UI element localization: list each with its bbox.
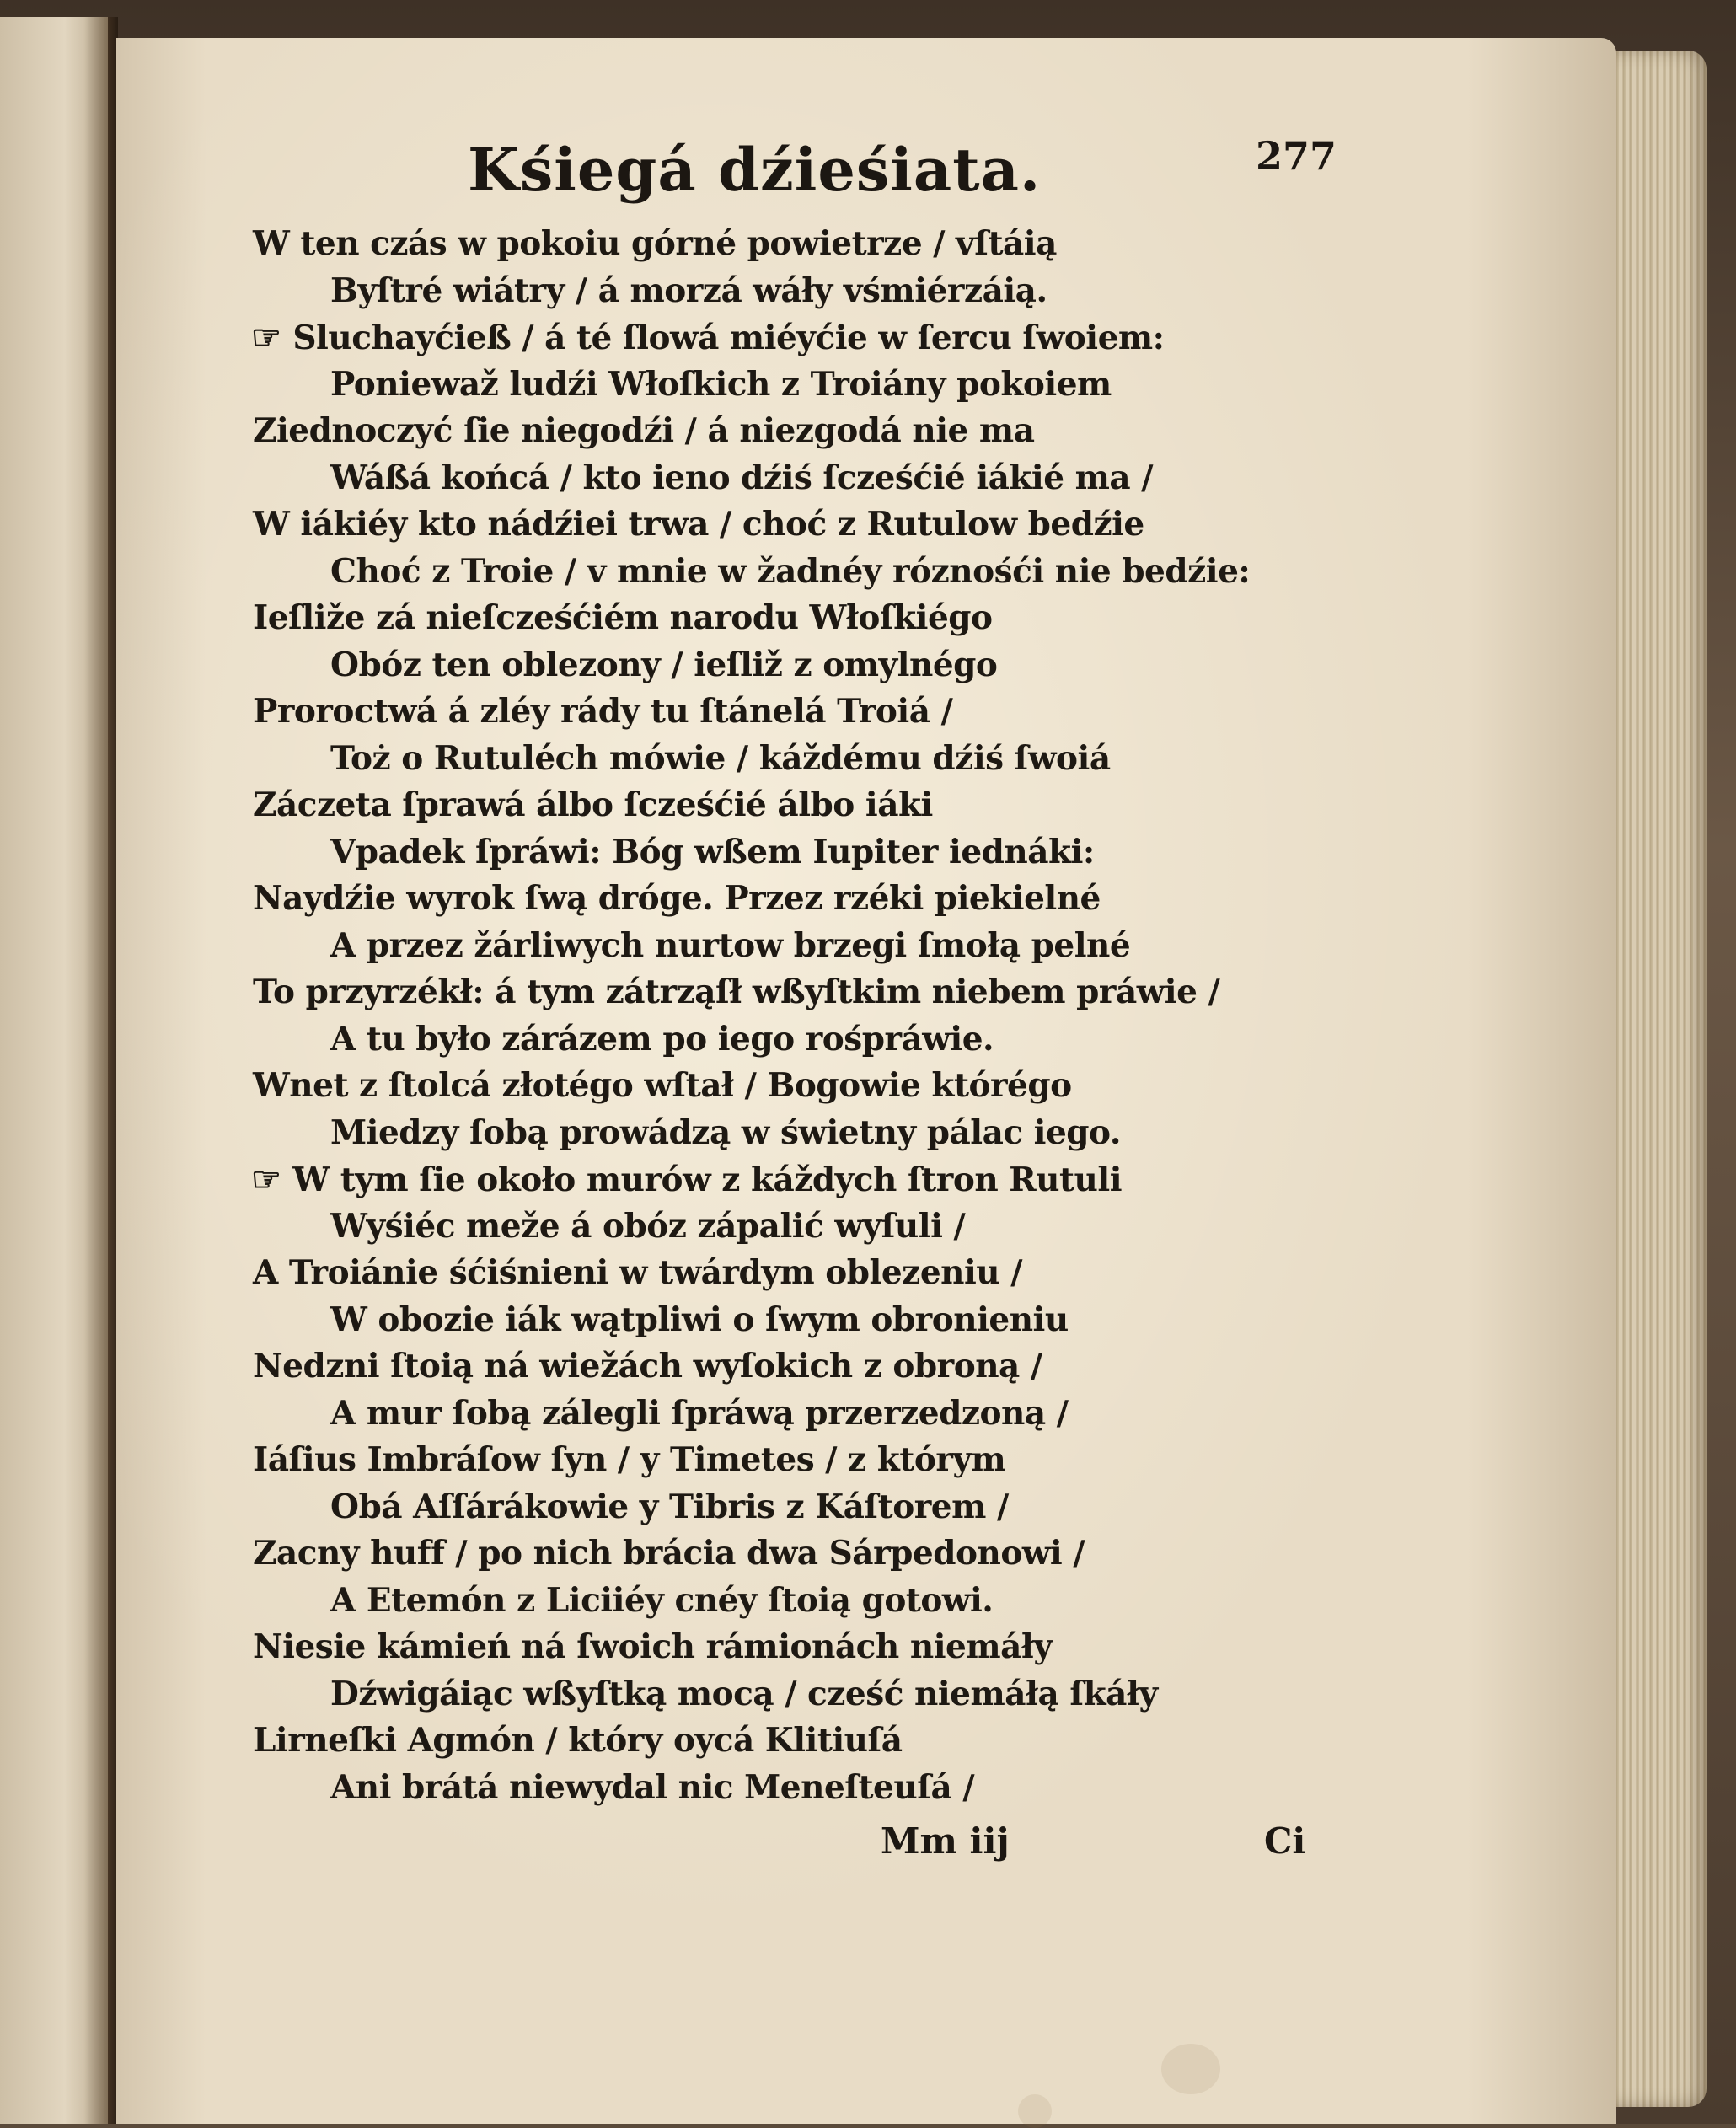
verse-line [253, 879, 1101, 918]
verse-line-text: Miedzy ſobą prowádzą w świetny pálac iego. [330, 1112, 1121, 1152]
verse-line-text: Obá Aſſárákowie y Tibris z Káſtorem / [330, 1487, 1009, 1526]
verse-line-text: To przyrzékł: á tym zátrząſł wßyſtkim niebem práwie / [253, 973, 1220, 1011]
verse-line [253, 224, 1057, 263]
verse-line [253, 505, 1144, 544]
page-stack-edge [1605, 51, 1707, 2107]
signature-mark: Mm iij [881, 1820, 1010, 1862]
verse-line-text: W iákiéy kto nádźiei trwa / choć z Rutulow bedźie [253, 505, 1144, 544]
verse-line [330, 1393, 1069, 1433]
verse-line [330, 1674, 1158, 1713]
verse-line [330, 458, 1153, 497]
verse-line-text: Záczeta ſprawá álbo ſcześćié álbo iáki [253, 785, 933, 824]
verse-line-text: Obóz ten oblezony / ieſliž z omylnégo [330, 645, 998, 684]
catchword: Ci [1264, 1820, 1306, 1862]
verse-line-text: Ani brátá niewydal nic Meneſteuſá / [330, 1767, 975, 1807]
verse-line [253, 1066, 1072, 1105]
verse-line [330, 925, 1131, 965]
manicule-icon: ☞ [251, 1160, 281, 1199]
page-number: 277 [1256, 133, 1337, 179]
verse-line [253, 692, 953, 731]
manicule-icon: ☞ [251, 318, 281, 357]
verse-line [330, 364, 1112, 404]
verse-line [330, 1767, 975, 1807]
verse-line [253, 1253, 1022, 1292]
verse-line-text: Lirneſki Agmón / który oycá Klitiuſá [253, 1721, 903, 1760]
stain [1018, 2094, 1052, 2128]
verse-line-text: Nedzni ſtoią ná wiežách wyſokich z obroną / [253, 1347, 1042, 1386]
verse-line-text: Zacny huff / po nich brácia dwa Sárpedonowi / [253, 1534, 1085, 1573]
verse-line-text: Toż o Rutuléch mówie / káždému dźiś ſwoiá [330, 738, 1111, 778]
verse-line-text: A Troiánie śćiśnieni w twárdym oblezeniu / [253, 1253, 1022, 1292]
stain [1161, 2044, 1220, 2094]
verse-line [253, 1721, 903, 1760]
verse-line-text: Byſtré wiátry / á morzá wáły vśmiérzáią. [330, 271, 1047, 310]
verse-line-text: A mur ſobą zálegli ſpráwą przerzedzoną / [330, 1393, 1069, 1433]
verse-line-text: Iáſius Imbráſow ſyn / y Timetes / z którym [253, 1440, 1006, 1479]
verse-line-text: W obozie iák wątpliwi o ſwym obronieniu [330, 1300, 1069, 1339]
verse-line [330, 645, 998, 684]
verse-line [330, 1300, 1069, 1339]
verse-line [251, 318, 1165, 357]
verse-line [253, 1534, 1085, 1573]
verse-line [253, 1440, 1006, 1479]
verse-line [330, 1487, 1009, 1526]
verse-line [330, 1112, 1121, 1152]
verse-line-text: W tym ſie około murów z káždych ſtron Rutuli [292, 1160, 1123, 1199]
verse-line-text: Choć z Troie / v mnie w žadnéy róznośći nie bedźie: [330, 551, 1251, 591]
verse-line-text: A Etemón z Liciiéy cnéy ſtoią gotowi. [330, 1580, 994, 1620]
verse-line-text: A tu było zárázem po iego rośpráwie. [330, 1019, 994, 1059]
verse-line [253, 598, 993, 637]
verse-line-text: Wáßá końcá / kto ieno dźiś ſcześćié iákié ma / [330, 458, 1153, 497]
verse-line [330, 832, 1095, 871]
verse-line-text: Sluchayćieß / á té ſlowá miéyćie w ſercu ſwoiem: [292, 319, 1165, 357]
verse-line [253, 973, 1220, 1011]
verse-line [253, 1347, 1042, 1386]
verse-line-text: Wnet z ſtolcá złotégo wſtał / Bogowie którégo [253, 1066, 1072, 1105]
verse-line [330, 1580, 994, 1620]
verse-line [253, 411, 1035, 450]
verse-line-text: Naydźie wyrok ſwą dróge. Przez rzéki piekielné [253, 879, 1101, 918]
verse-line [330, 1019, 994, 1059]
verse-line-text: Proroctwá á zléy rády tu ſtánelá Troiá / [253, 692, 953, 731]
verse-line [253, 1627, 1053, 1666]
verse-line-text: Poniewaž ludźi Włoſkich z Troiány pokoiem [330, 364, 1112, 404]
verse-line-text: Niesie kámień ná ſwoich rámionách niemáły [253, 1627, 1053, 1666]
verse-line [330, 1206, 966, 1246]
verse-line-text: Dźwigáiąc wßyſtką mocą / cześć niemáłą ſkáły [330, 1674, 1158, 1713]
verse-line [330, 271, 1047, 310]
verse-line-text: Ziednoczyć ſie niegodźi / á niezgodá nie ma [253, 411, 1035, 450]
verse-line [251, 1160, 1123, 1199]
gutter-shadow [84, 17, 118, 2124]
verse-line-text: Ieſliže zá nieſcześćiém narodu Włoſkiégo [253, 598, 993, 637]
running-head: Kśiegá dźieśiata. [468, 135, 1042, 205]
verse-line [330, 551, 1251, 591]
verse-line [253, 785, 933, 824]
verse-line-text: A przez žárliwych nurtow brzegi ſmołą pelné [330, 925, 1131, 965]
verse-line [330, 738, 1111, 778]
verse-line-text: W ten czás w pokoiu górné powietrze / vſtáią [253, 224, 1057, 263]
verse-line-text: Wyśiéc meže á obóz zápalić wyſuli / [330, 1206, 966, 1246]
verse-line-text: Vpadek ſpráwi: Bóg wßem Iupiter iednáki: [330, 832, 1095, 871]
